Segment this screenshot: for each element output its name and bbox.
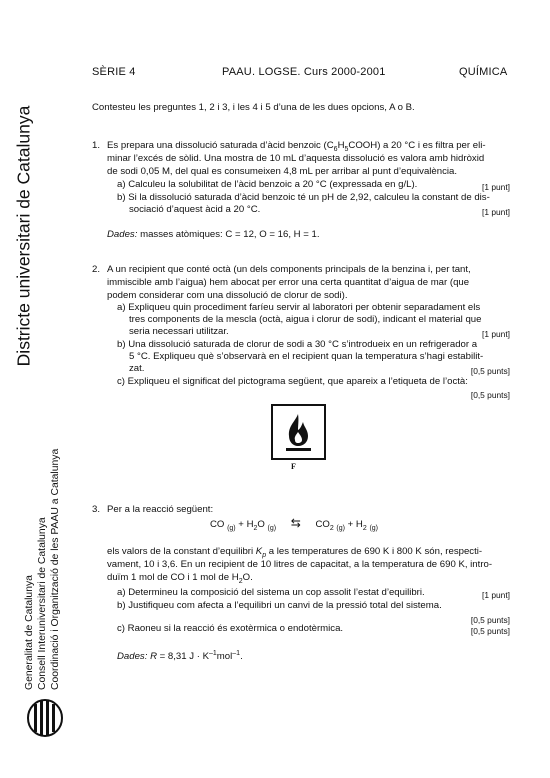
q3-equation: CO $_{(g)} + H_2O$ $_{(g)}$ ⇆ $CO_2$ $_{(g)} + H_2$ $_{(g)}$ [210,516,378,532]
q1-part-b-points: [1 punt] [482,207,510,217]
q3-number: 3. [92,504,101,515]
q3-part-c-points: [0,5 punts] [470,626,510,636]
q1-part-b: b) Si la dissolució saturada d’àcid benzoic té un pH de 2,92, calculeu la constant de dis- [117,192,490,203]
q3-line-1: Per a la reacció següent: [107,504,214,515]
q3-part-b-points: [0,5 punts] [470,615,510,625]
q3-part-a-points: [1 punt] [482,590,510,600]
q1-number: 1. [92,140,101,151]
q2-part-a-cont-2: seria necessari utilitzar. [129,326,229,337]
q1-line-2: minar l’excés de sòlid. Una mostra de 10 mL d’aquesta dissolució es valora amb hidròxid [107,153,485,164]
q3-data: Dades: R = 8,31 $J \cdot K^{-1}mol^{-1}$. [117,650,243,663]
header-course: PAAU. LOGSE. Curs 2000-2001 [222,66,386,78]
q2-part-c: c) Expliqueu el significat del pictograma següent, que apareix a l’etiqueta de l’octà: [117,376,468,387]
header-serie: SÈRIE 4 [92,66,136,78]
q2-part-b-cont-2: zat. [129,363,145,374]
q2-part-b-cont-1: 5 °C. Expliqueu què s’observarà en el recipient quan la temperatura s’hagi estabilit- [129,351,484,362]
q2-part-c-points: [0,5 punts] [470,390,510,400]
q3-para-1: els valors de la constant d’equilibri $K_p$ a les temperatures de 690 K i 800 K són, respecti- [107,546,483,559]
institution-line-3: Coordinació i Organització de les PAAU a Catalunya [50,448,61,690]
q2-line-1: A un recipient que conté octà (un dels components principals de la benzina i, per tant, [107,264,471,275]
instructions: Contesteu les preguntes 1, 2 i 3, i les 4 i 5 d’una de les dues opcions, A o B. [92,102,415,113]
q2-line-3: podem considerar com una dissolució de clorur de sodi). [107,290,348,301]
q1-line-3: de sodi 0,05 M, del qual es consumeixen 4,8 mL per arribar al punt d’equivalència. [107,166,458,177]
q3-para-3: duïm 1 mol de CO i 1 mol de $H_2O$. [107,572,253,585]
pictogram-caption: F [291,462,296,471]
q3-part-b: b) Justifiqueu com afecta a l’equilibri un canvi de la pressió total del sistema. [117,600,442,611]
q2-number: 2. [92,264,101,275]
q2-part-b: b) Una dissolució saturada de clorur de sodi a 30 °C s’introdueix en un refrigerador a [117,339,478,350]
equilibrium-arrow: ⇆ [290,516,301,530]
institution-line-1: Generalitat de Catalunya [24,575,35,690]
q1-line-1: Es prepara una dissolució saturada d’àcid benzoic $(C_6H_5COOH)$ a 20 °C i es filtra per eli- [107,140,486,153]
district-label: Districte universitari de Catalunya [13,105,34,367]
q2-part-b-points: [0,5 punts] [470,366,510,376]
header-subject: QUÍMICA [459,66,508,78]
q3-part-a: a) Determineu la composició del sistema un cop assolit l’estat d’equilibri. [117,587,425,598]
q1-part-a-points: [1 punt] [482,182,510,192]
institution-line-2: Consell Interuniversitari de Catalunya [37,517,48,690]
q2-part-a-cont-1: tres components de la mescla (octà, aigua i clorur de sodi), indicant el material que [129,314,482,325]
generalitat-logo [26,698,64,738]
q2-line-2: immiscible amb l’aigua) hem abocat per error una certa quantitat d’aigua de mar (que [107,277,470,288]
q3-para-2: vament, 10 i 3,6. En un recipient de 10 litres de capacitat, a la temperatura de 690 K, intro- [107,559,493,570]
q2-part-a-points: [1 punt] [482,329,510,339]
q1-data: Dades: masses atòmiques: C = 12, O = 16, H = 1. [107,229,320,240]
q1-part-b-cont: sociació d’aquest àcid a 20 °C. [129,204,261,215]
q3-part-c: c) Raoneu si la reacció és exotèrmica o endotèrmica. [117,623,344,634]
q2-part-a: a) Expliqueu quin procediment faríeu servir al laboratori per obtenir separadament els [117,302,481,313]
q1-part-a: a) Calculeu la solubilitat de l’àcid benzoic a 20 °C (expressada en g/L). [117,179,418,190]
